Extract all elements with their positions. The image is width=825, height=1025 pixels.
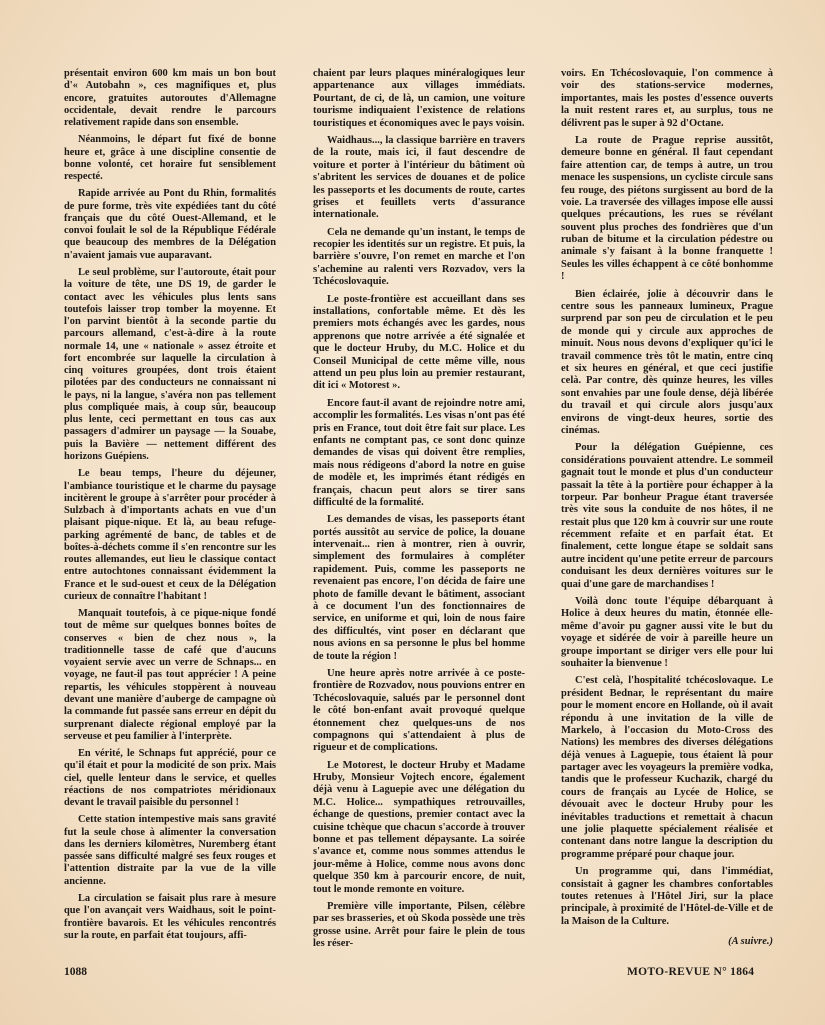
magazine-issue-label: MOTO-REVUE N° 1864: [627, 966, 755, 978]
article-column-3: [561, 68, 773, 954]
paragraph: Le poste-frontière est accueillant dans ses installations, confortable même. Et dès les premiers mots échangés avec les gardes, nous apprenons que notre arrivée a été signalée et que le docteur Hruby, du M.C. Holice et du Conseil Municipal de cette même ville, nous attend un peu plus loin au premier restaurant, dit ici « Motorest ».: [313, 293, 525, 392]
paragraph: En vérité, le Schnaps fut apprécié, pour ce qu'il était et pour la modicité de son prix. Mais ciel, quelle lenteur dans le service, et quelles réactions de nos compatriotes méridionaux devant le travail paisible du personnel !: [64, 748, 276, 809]
page-number: 1088: [64, 966, 87, 978]
paragraph: Cela ne demande qu'un instant, le temps de recopier les identités sur un registre. Et puis, la barrière s'ouvre, l'on remet en marche et l'on s'achemine au ralenti vers Rozvadov, vers la Tchécoslovaquie.: [313, 226, 525, 288]
paragraph: chaient par leurs plaques minéralogiques leur appartenance aux villages immédiats. Pourtant, de ci, de là, un camion, une voiture tourisme indiquaient l'existence de relations touristiques et économiques avec le pays voisin.: [313, 68, 525, 129]
paragraph: Une heure après notre arrivée à ce poste-frontière de Rozvadov, nous pouvions entrer en Tchécoslovaquie, salués par le personnel dont le côté bon-enfant avait provoqué quelque étonnement chez quelques-uns de nos compagnons qui s'attendaient à plus de rigueur et de complications.: [313, 667, 525, 754]
article-column-1: [64, 68, 276, 947]
paragraph: Pour la délégation Guépienne, ces considérations pouvaient attendre. Le sommeil gagnait tout le monde et plus d'un conducteur passait la tête à la portière pour échapper à la torpeur. Par bonheur Prague étant traversée très vite sous la conduite de nos hôtes, il ne restait plus que 120 km à couvrir sur une route récemment refaite et en parfait état. Et finalement, cette longue étape se soldait sans autre incident qu'une petite erreur de parcours conduisant les deux dernières voitures sur le quai d'une gare de marchandises !: [561, 442, 773, 590]
paragraph: Le beau temps, l'heure du déjeuner, l'ambiance touristique et le charme du paysage incitèrent le groupe à s'arrêter pour procéder à Sulzbach à d'importants achats en vue d'un plaisant pique-nique. Et là, au beau refuge-parking agrémenté de banc, de tables et de boîtes-à-déchets comme il s'en rencontre sur les routes allemandes, eut lieu le classique contact entre autochtones connaissant évidemment la France et le sud-ouest et ceux de la Délégation curieux de connaître l'habitant !: [64, 468, 276, 602]
paragraph: Néanmoins, le départ fut fixé de bonne heure et, grâce à une discipline consentie de bonne volonté, cet horaire fut sensiblement respecté.: [64, 134, 276, 183]
paragraph: Les demandes de visas, les passeports étant portés aussitôt au service de police, la douane intervenait... rien à montrer, rien à ouvrir, simplement des formulaires à compléter rapidement. Puis, comme les passeports ne revenaient pas encore, l'on décida de faire une photo de famille devant le bâtiment, associant à ce document l'un des fonctionnaires de service, en uniforme et qui, loin de nous faire des difficultés, vint poser en déclarant que nous avions en sa personne le plus bel homme de toute la région !: [313, 514, 525, 662]
paragraph: Un programme qui, dans l'immédiat, consistait à gagner les chambres confortables toutes retenues à l'Hôtel Jiri, sur la place principale, à proximité de l'Hôtel-de-Ville et de la Maison de la Culture.: [561, 866, 773, 927]
paragraph: Manquait toutefois, à ce pique-nique fondé tout de même sur quelques bonnes boîtes de conserves « bien de chez nous », la traditionnelle tasse de café que d'aucuns voyaient servie avec un verre de Schnaps... en voyage, ne faut-il pas tout apprécier ! A peine repartis, les véhicules stoppèrent à nouveau devant une manière d'auberge de campagne où la commande fut passée sans erreur en dépit du surprenant dialecte régional employé par la serveuse et peu familier à l'interprète.: [64, 608, 276, 742]
paragraph: C'est celà, l'hospitalité tchécoslovaque. Le président Bednar, le représentant du maire pour le moment encore en Hollande, où il avait répondu à une invitation de la ville de Markelo, à l'occasion du Moto-Cross des Nations) les membres des diverses délégations déjà venues à Laguepie, tous étaient là pour partager avec les voyageurs la première vodka, tandis que le professeur Kuchazik, chargé du cours de français au Lycée de Holice, se dévouait avec le docteur Hruby pour les inévitables traductions et remettait à chacun une jolie plaquette spécialement réalisée et contenant dans notre langue la description du programme préparé pour chaque jour.: [561, 675, 773, 860]
to-be-continued-note: (A suivre.): [728, 936, 773, 948]
paragraph: La route de Prague reprise aussitôt, demeure bonne en général. Il faut cependant faire attention car, de temps à autre, un trou menace les suspensions, un cycliste circule sans feu rouge, des piétons surgissent au bord de la voie. La traversée des villages impose elle aussi quelques précautions, les rues se révélant souvent plus proches des fondrières que d'un ruban de bitume et la circulation pédestre ou animale s'y faisant à la bonne franquette ! Seules les villes échappent à ce côté bonhomme !: [561, 134, 773, 283]
paragraph: Cette station intempestive mais sans gravité fut la seule chose à alimenter la conversation dans les derniers kilomètres, Nuremberg étant passée sans difficulté malgré ses feux rouges et l'attention distraite par la vue de la ville ancienne.: [64, 814, 276, 887]
paragraph: présentait environ 600 km mais un bon bout d'« Autobahn », ces magnifiques et, plus encore, gratuites autoroutes d'Allemagne occidentale, devait rendre le parcours relativement rapide dans son ensemble.: [64, 68, 276, 129]
paragraph: voirs. En Tchécoslovaquie, l'on commence à voir des stations-service modernes, importantes, mais les postes d'essence ouverts la nuit restent rares et, au surplus, tous ne délivrent pas le super à 92 d'Octane.: [561, 68, 773, 129]
paragraph: Rapide arrivée au Pont du Rhin, formalités de pure forme, très vite expédiées tant du côté français que du côté Ouest-Allemand, et le convoi foulait le sol de la République Fédérale que beaucoup des membres de la Délégation n'avaient jamais vue auparavant.: [64, 188, 276, 261]
paragraph: Le seul problème, sur l'autoroute, était pour la voiture de tête, une DS 19, de garder le contact avec les véhicules plus lents sans toutefois laisser trop tomber la moyenne. Et l'on parvint bientôt à la seconde partie du parcours allemand, c'est-à-dire à la route normale 14, une « nationale » assez étroite et fort encombrée sur laquelle la circulation à cinq voitures groupées, dont trois étaient pilotées par des conducteurs ne connaissant ni le pays, ni la langue, s'avéra non pas tellement plus compliquée mais, à coup sûr, beaucoup plus lente, ceci permettant en tous cas aux passagers d'admirer un paysage — la Souabe, puis la Bavière — nettement différent des horizons Guépiens.: [64, 266, 276, 462]
paragraph: Voilà donc toute l'équipe débarquant à Holice à deux heures du matin, étonnée elle-même d'avoir pu gagner aussi vite le but du voyage et sidérée de voir à pareille heure un groupe important se diriger vers elle pour lui souhaiter la bienvenue !: [561, 596, 773, 669]
paragraph: Waidhaus..., la classique barrière en travers de la route, mais ici, il faut descendre de voiture et porter à l'intérieur du bâtiment où s'abritent les services de douanes et de police les passeports et les documents de route, cartes grises et feuillets verts d'assurance internationale.: [313, 134, 525, 221]
paragraph: Encore faut-il avant de rejoindre notre ami, accomplir les formalités. Les visas n'ont pas été pris en France, tout doit être fait sur place. Les enfants ne comptant pas, ce sont donc quinze demandes de visas qui doivent être remplies, mais nous rédigeons d'abord la notre en guise de modèle et, les imprimés étant rédigés en français, chacun peut alors se tirer sans difficulté de la formalité.: [313, 397, 525, 508]
paragraph: Le Motorest, le docteur Hruby et Madame Hruby, Monsieur Vojtech encore, également déjà venu à Laguepie avec une délégation du M.C. Holice... sympathiques retrouvailles, échange de questions, premier contact avec la cuisine tchèque que chacun s'accorde à trouver bonne et pas tellement dépaysante. La soirée s'avance et, comme nous sommes attendus le jour-même à Holice, comme nous avons donc quelque 350 km à parcourir encore, de nuit, tout le monde remonte en voiture.: [313, 759, 525, 895]
article-column-2: [313, 68, 525, 956]
paragraph: La circulation se faisait plus rare à mesure que l'on avançait vers Waidhaus, soit le point-frontière bavarois. Et les véhicules rencontrés sur la route, en parfait état toujours, affi-: [64, 893, 276, 941]
paragraph: Première ville importante, Pilsen, célèbre par ses brasseries, et où Skoda possède une très grosse usine. Arrêt pour faire le plein de tous les réser-: [313, 901, 525, 950]
paragraph: Bien éclairée, jolie à découvrir dans le centre sous les panneaux lumineux, Prague surprend par son peu de circulation et le peu de monde qui y circule aux approches de minuit. Nous nous devons d'expliquer qu'ici le travail commence très tôt le matin, entre cinq et six heures en général, et que ceci justifie celà. Par contre, dès quinze heures, les villes sont envahies par une foule dense, déjà libérée du travail et qui circule alors jusqu'aux environs de vingt-deux heures, sortie des cinémas.: [561, 288, 773, 436]
